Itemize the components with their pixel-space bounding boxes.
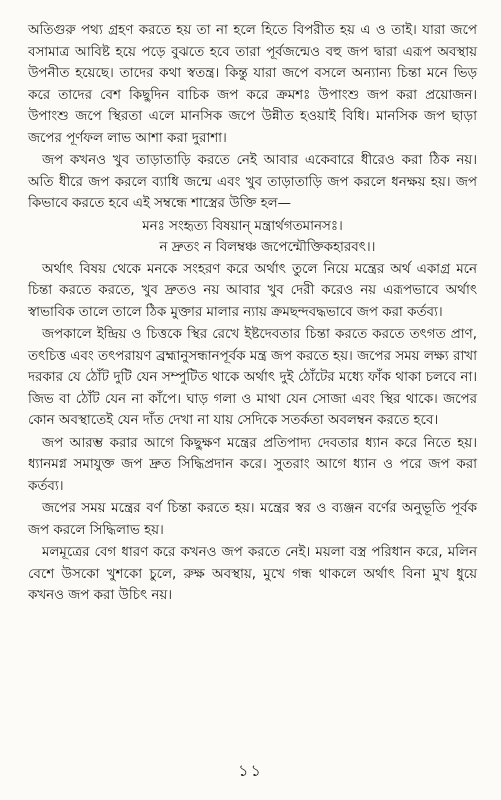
paragraph-7: মলমূত্রের বেগ ধারণ করে কখনও জপ করতে নেই। ময়লা বস্ত্র পরিধান করে, মলিন বেশে উসকো খুশকো চুলে, রুক্ষ অবস্থায়, মুখে গন্ধ থাকলে অর্থাৎ বিনা মুখ ধুয়ে কখনও জপ করা উচিৎ নয়। bbox=[28, 545, 477, 603]
paragraph-4: জপকালে ইন্দ্রিয় ও চিত্তকে স্থির রেখে ইষ্টদেবতার চিন্তা করতে করতে তৎগত প্রাণ, তৎচিত্ত এবং তৎপরায়ণ ব্রহ্মানুসন্ধানপূর্বক মন্ত্র জপ করতে হয়। জপের সময় লক্ষ্য রাখা দরকার যে ঠোঁট দুটি যেন সম্পুটিত থাকে অর্থাৎ দুই ঠোঁটের মধ্যে ফাঁক থাকা চলবে না। জিভ বা ঠোঁট যেন না কাঁপে। ঘাড় গলা ও মাথা যেন সোজা এবং স্থির থাকে। জপের কোন অবস্থাতেই যেন দাঁত দেখা না যায় সেদিকে সতর্কতা অবলম্বন করতে হবে। bbox=[28, 327, 477, 428]
paragraph-2: জপ কখনও খুব তাড়াতাড়ি করতে নেই আবার একেবারে ধীরেও করা ঠিক নয়। অতি ধীরে জপ করলে ব্যাধি জন্মে এবং খুব তাড়াতাড়ি জপ করলে ধনক্ষয় হয়। জপ কিভাবে করতে হবে এই সম্বন্ধে শাস্ত্রের উক্তি হল— bbox=[28, 153, 477, 211]
verse-line-1: মনঃ সংহৃত্য বিষয়ান্ মন্ত্রার্থগতমানসঃ। bbox=[142, 218, 343, 234]
paragraph-5: জপ আরম্ভ করার আগে কিছুক্ষণ মন্ত্রের প্রতিপাদ্য দেবতার ধ্যান করে নিতে হয়। ধ্যানমগ্ন সমাযুক্ত জপ দ্রুত সিদ্ধিপ্রদান করে। সুতরাং আগে ধ্যান ও পরে জপ করা কর্তব্য। bbox=[28, 435, 477, 494]
paragraph-6: জপের সময় মন্ত্রের বর্ণ চিন্তা করতে হয়। মন্ত্রের স্বর ও ব্যঞ্জন বর্ণের অনুভূতি পূর্বক জপ করলে সিদ্ধিলাভ হয়। bbox=[28, 501, 477, 538]
paragraph-1: অতিগুরু পথ্য গ্রহণ করতে হয় তা না হলে হিতে বিপরীত হয় এ ও তাই। যারা জপে বসামাত্র আবিষ্ট হয়ে পড়ে বুঝতে হবে তারা পূর্বজন্মেও বহু জপ দ্বারা এরূপ অবস্থায় উপনীত হয়েছে। তাদের কথা স্বতন্ত্র। কিন্তু যারা জপে বসলে অন্যান্য চিন্তা মনে ভিড় করে তাদের বেশ কিছুদিন বাচিক জপ করে ক্রমশঃ উপাংশু জপ করা প্রয়োজন। উপাংশু জপে স্থিরতা এলে মানসিক জপে উন্নীত হওয়াই বিধি। মানসিক জপ ছাড়া জপের পূর্ণফল লাভ আশা করা দুরাশা। bbox=[28, 23, 477, 146]
page-number: ১১ bbox=[238, 761, 263, 780]
paragraph-3: অর্থাৎ বিষয় থেকে মনকে সংহরণ করে অর্থাৎ তুলে নিয়ে মন্ত্রের অর্থ একাগ্র মনে চিন্তা করতে করতে, খুব দ্রুতও নয় আবার খুব দেরী করেও নয় এরূপভাবে অর্থাৎ স্বাভাবিক তালে তালে ঠিক মুক্তার মালার ন্যায় ক্রমছন্দবদ্ধভাবে জপ করা কর্তব্য। bbox=[28, 261, 477, 320]
verse-line-2: ন দ্রুতং ন বিলম্বঞ্চ জপেন্মৌক্তিকহারবৎ।। bbox=[159, 240, 376, 255]
page-body-text bbox=[28, 20, 477, 608]
